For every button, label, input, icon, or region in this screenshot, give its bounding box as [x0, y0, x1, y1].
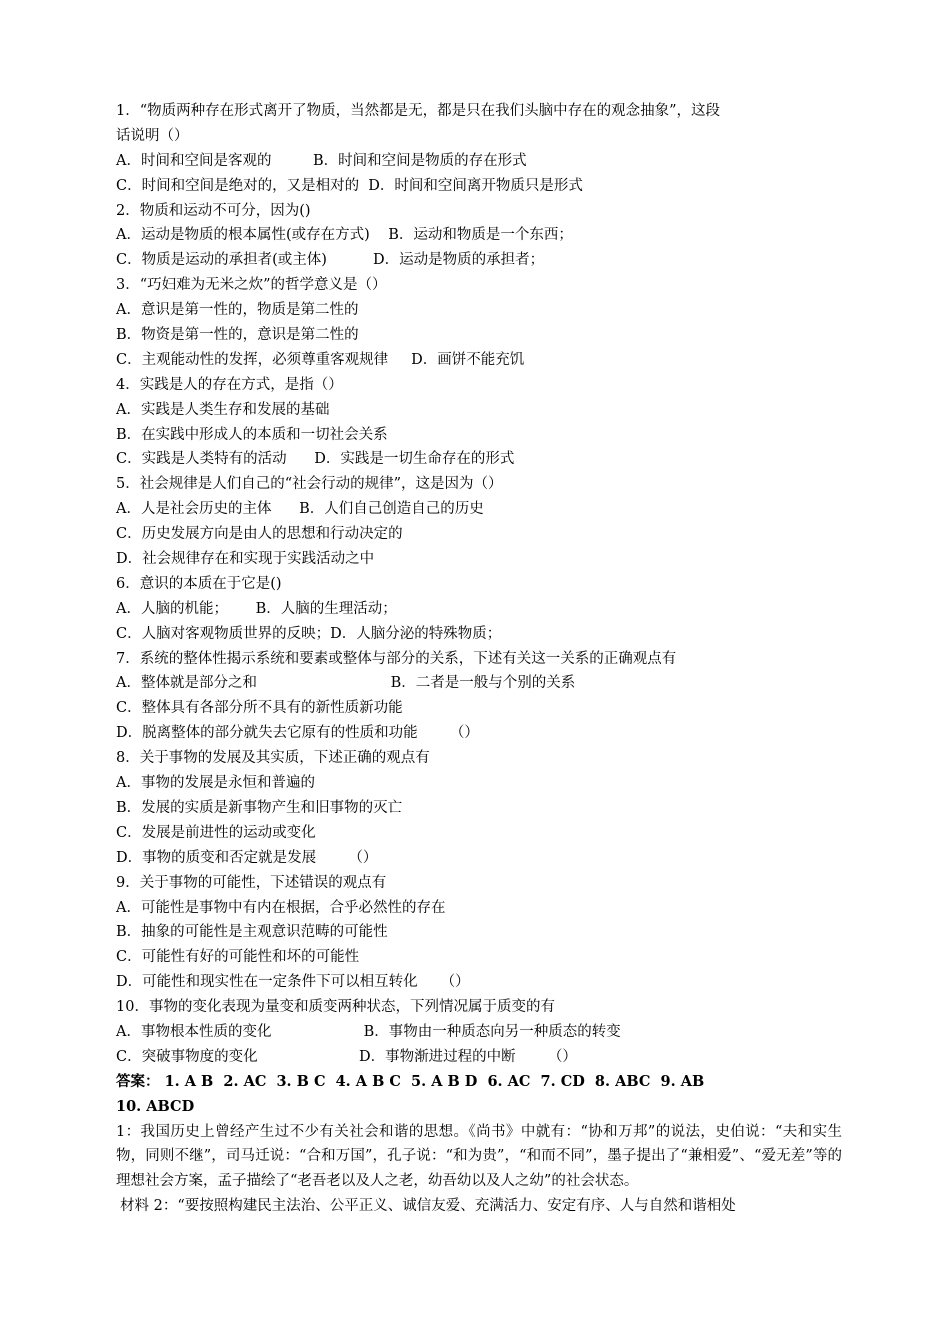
question-3-option-a: A．意识是第一性的，物质是第二性的: [116, 302, 359, 319]
question-7-options-ab: A．整体就是部分之和 B．二者是一般与个别的关系: [116, 675, 576, 692]
question-4-option-a: A．实践是人类生存和发展的基础: [116, 401, 330, 418]
question-9-stem: 9．关于事物的可能性，下述错误的观点有: [116, 874, 387, 891]
question-3-stem: 3．“巧妇难为无米之炊”的哲学意义是（）: [116, 277, 387, 294]
question-1-stem: 1．“物质两种存在形式离开了物质，当然都是无，都是只在我们头脑中存在的观念抽象”，这段: [116, 103, 721, 119]
document-page: [116, 99, 842, 1219]
question-5-option-c: C．历史发展方向是由人的思想和行动决定的: [116, 526, 403, 543]
question-9-option-a: A．可能性是事物中有内在根据，合乎必然性的存在: [116, 899, 446, 916]
question-8-stem: 8．关于事物的发展及其实质，下述正确的观点有: [116, 750, 430, 767]
question-2-options-cd: C．物质是运动的承担者(或主体) D．运动是物质的承担者；: [116, 252, 545, 269]
question-4-options-cd: C．实践是人类特有的活动 D．实践是一切生命存在的形式: [116, 451, 515, 468]
question-7-option-d: D．脱离整体的部分就失去它原有的性质和功能 （）: [116, 725, 479, 742]
question-2-stem: 2．物质和运动不可分，因为(): [116, 202, 311, 219]
question-6-options-cd: C．人脑对客观物质世界的反映；D．人脑分泌的特殊物质；: [116, 625, 502, 642]
answer-key: [116, 1070, 842, 1120]
question-9-option-d: D．可能性和现实性在一定条件下可以相互转化 （）: [116, 974, 470, 991]
question-6-options-ab: A．人脑的机能； B．人脑的生理活动；: [116, 600, 397, 617]
question-10-options-cd: C．突破事物度的变化 D．事物渐进过程的中断 （）: [116, 1048, 577, 1065]
question-7-stem: 7．系统的整体性揭示系统和要素或整体与部分的关系，下述有关这一关系的正确观点有: [116, 650, 677, 667]
answer-line-2: 10. ABCD: [116, 1097, 195, 1115]
question-9-option-c: C．可能性有好的可能性和坏的可能性: [116, 949, 360, 966]
question-list: [116, 99, 842, 1070]
question-1-options-ab: A．时间和空间是客观的 B．时间和空间是物质的存在形式: [116, 152, 527, 169]
question-4-stem: 4．实践是人的存在方式，是指（）: [116, 376, 343, 393]
question-5-options-ab: A．人是社会历史的主体 B．人们自己创造自己的历史: [116, 501, 484, 518]
question-10-options-ab: A．事物根本性质的变化 B．事物由一种质态向另一种质态的转变: [116, 1023, 621, 1040]
material-1-paragraph: 1：我国历史上曾经产生过不少有关社会和谐的思想。《尚书》中就有：“协和万邦”的说法，史伯说：“夫和实生物，同则不继”，司马迁说：“合和万国”，孔子说：“和为贵”，“和而不同”，墨子提出了“兼相爱”、“爱无差”等的理想社会方案，孟子描绘了“老吾老以及人之老，幼吾幼以及人之幼”的社会状态。: [116, 1123, 842, 1190]
question-9-option-b: B．抽象的可能性是主观意识范畴的可能性: [116, 924, 388, 941]
question-4-option-b: B．在实践中形成人的本质和一切社会关系: [116, 426, 388, 443]
answer-values-1: 1. A B 2. AC 3. B C 4. A B C 5. A B D 6. AC 7. CD 8. ABC 9. AB: [159, 1072, 705, 1090]
question-2-options-ab: A．运动是物质的根本属性(或存在方式) B．运动和物质是一个东西；: [116, 227, 573, 244]
question-5-option-d: D．社会规律存在和实现于实践活动之中: [116, 551, 375, 568]
question-1-stem-cont: 话说明（）: [116, 127, 189, 144]
question-8-option-b: B．发展的实质是新事物产生和旧事物的灭亡: [116, 799, 403, 816]
question-8-option-c: C．发展是前进性的运动或变化: [116, 824, 316, 841]
question-1-options-cd: C．时间和空间是绝对的，又是相对的 D．时间和空间离开物质只是形式: [116, 177, 583, 194]
question-3-options-cd: C．主观能动性的发挥，必须尊重客观规律 D．画饼不能充饥: [116, 351, 525, 368]
question-6-stem: 6．意识的本质在于它是(): [116, 575, 282, 592]
material-2-paragraph: 材料 2：“要按照构建民主法治、公平正义、诚信友爱、充满活力、安定有序、人与自然和谐相处: [120, 1198, 736, 1215]
question-8-option-a: A．事物的发展是永恒和普遍的: [116, 775, 315, 792]
answer-label: 答案：: [116, 1072, 160, 1090]
answer-line-1: [116, 1070, 842, 1095]
question-8-option-d: D．事物的质变和否定就是发展 （）: [116, 849, 378, 866]
question-5-stem: 5．社会规律是人们自己的“社会行动的规律”，这是因为（）: [116, 476, 503, 493]
question-7-option-c: C．整体具有各部分所不具有的新性质新功能: [116, 700, 403, 717]
question-3-option-b: B．物资是第一性的，意识是第二性的: [116, 327, 359, 344]
question-10-stem: 10．事物的变化表现为量变和质变两种状态，下列情况属于质变的有: [116, 999, 555, 1016]
